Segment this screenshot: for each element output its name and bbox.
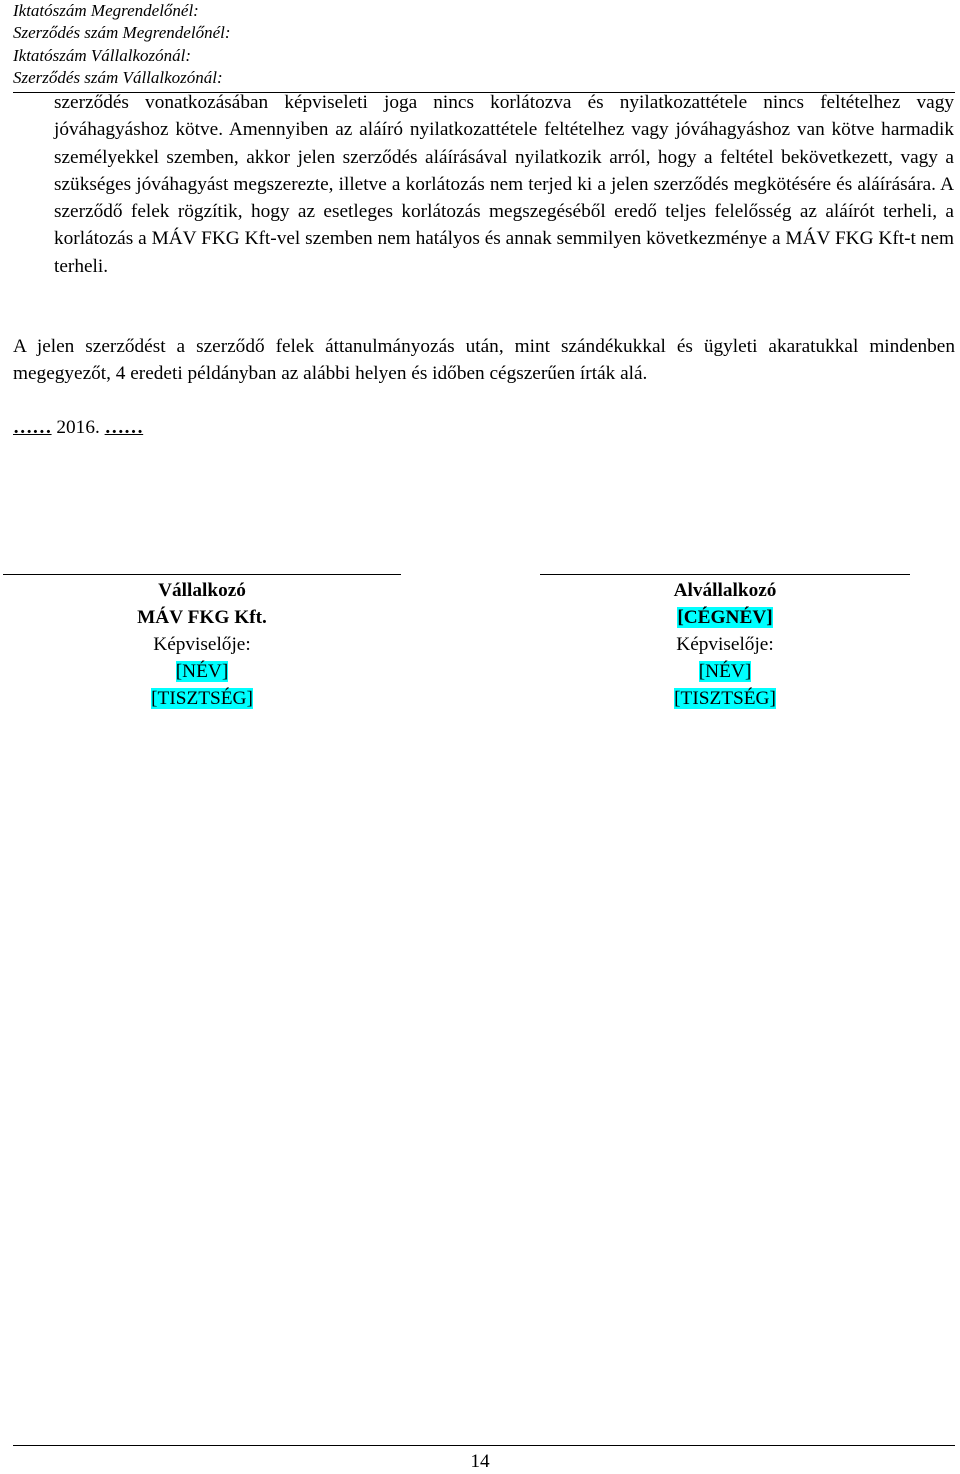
contractor-representative-label: Képviselője: [153, 634, 251, 655]
signature-line-left [3, 574, 401, 575]
signature-block-subcontractor [540, 577, 910, 712]
place-blank: …… [13, 417, 52, 438]
document-header [13, 0, 231, 89]
header-line-szerzodes-szam-megrendelo: Szerződés szám Megrendelőnél: [13, 23, 231, 43]
paragraph-representation [54, 89, 954, 280]
date-year: 2016. [56, 417, 100, 438]
place-and-date-line [13, 414, 143, 442]
contractor-role: Vállalkozó [158, 580, 246, 601]
header-line-iktatoszam-vallalkozo: Iktatószám Vállalkozónál: [13, 45, 192, 65]
header-line-szerzodes-szam-vallalkozo: Szerződés szám Vállalkozónál: [13, 67, 223, 87]
paragraph-representation-part-b: Amennyiben az aláíró nyilatkozattétele feltételhez vagy jóváhagyáshoz van kötve harmadik személyekkel szemben, akkor jelen szerződés aláírásával nyilatkozik arról, hogy a feltétel bekövetkezett, vagy a szükséges jóváhagyást megszerezte, illetve a korlátozás nem terjed ki a jelen szerződés megkötésére és aláírására. [54, 119, 954, 195]
subcontractor-company-placeholder: [CÉGNÉV] [677, 607, 773, 628]
signature-block-contractor [3, 577, 401, 712]
subcontractor-name-placeholder: [NÉV] [698, 661, 752, 682]
paragraph-representation-part-c: A szerződő felek rögzítik, hogy az esetleges korlátozás megszegéséből eredő teljes felelősség az aláírót terheli, a korlátozás a MÁV FKG Kft-vel szemben nem hatályos és annak semmilyen következménye a MÁV FKG Kft-t nem terheli. [54, 173, 954, 277]
contractor-name-placeholder: [NÉV] [175, 661, 229, 682]
page-number: 14 [470, 1451, 490, 1472]
footer-divider [13, 1445, 955, 1446]
subcontractor-representative-label: Képviselője: [676, 634, 774, 655]
contractor-company: MÁV FKG Kft. [137, 607, 267, 628]
subcontractor-title-placeholder: [TISZTSÉG] [674, 688, 776, 709]
paragraph-representation-part-a: szerződés vonatkozásában képviseleti joga nincs korlátozva és nyilatkozattétele nincs feltételhez vagy jóváhagyáshoz kötve. [54, 92, 954, 141]
subcontractor-role: Alvállalkozó [673, 580, 777, 601]
signature-line-right [540, 574, 910, 575]
contractor-title-placeholder: [TISZTSÉG] [151, 688, 253, 709]
date-blank: …… [104, 417, 144, 438]
header-line-iktatoszam-megrendelo: Iktatószám Megrendelőnél: [13, 1, 199, 20]
paragraph-signing-statement: A jelen szerződést a szerződő felek áttanulmányozás után, mint szándékukkal és ügyleti akaratukkal mindenben megegyezőt, 4 eredeti példányban az alábbi helyen és időben cégszerűen írták alá. [13, 336, 955, 385]
